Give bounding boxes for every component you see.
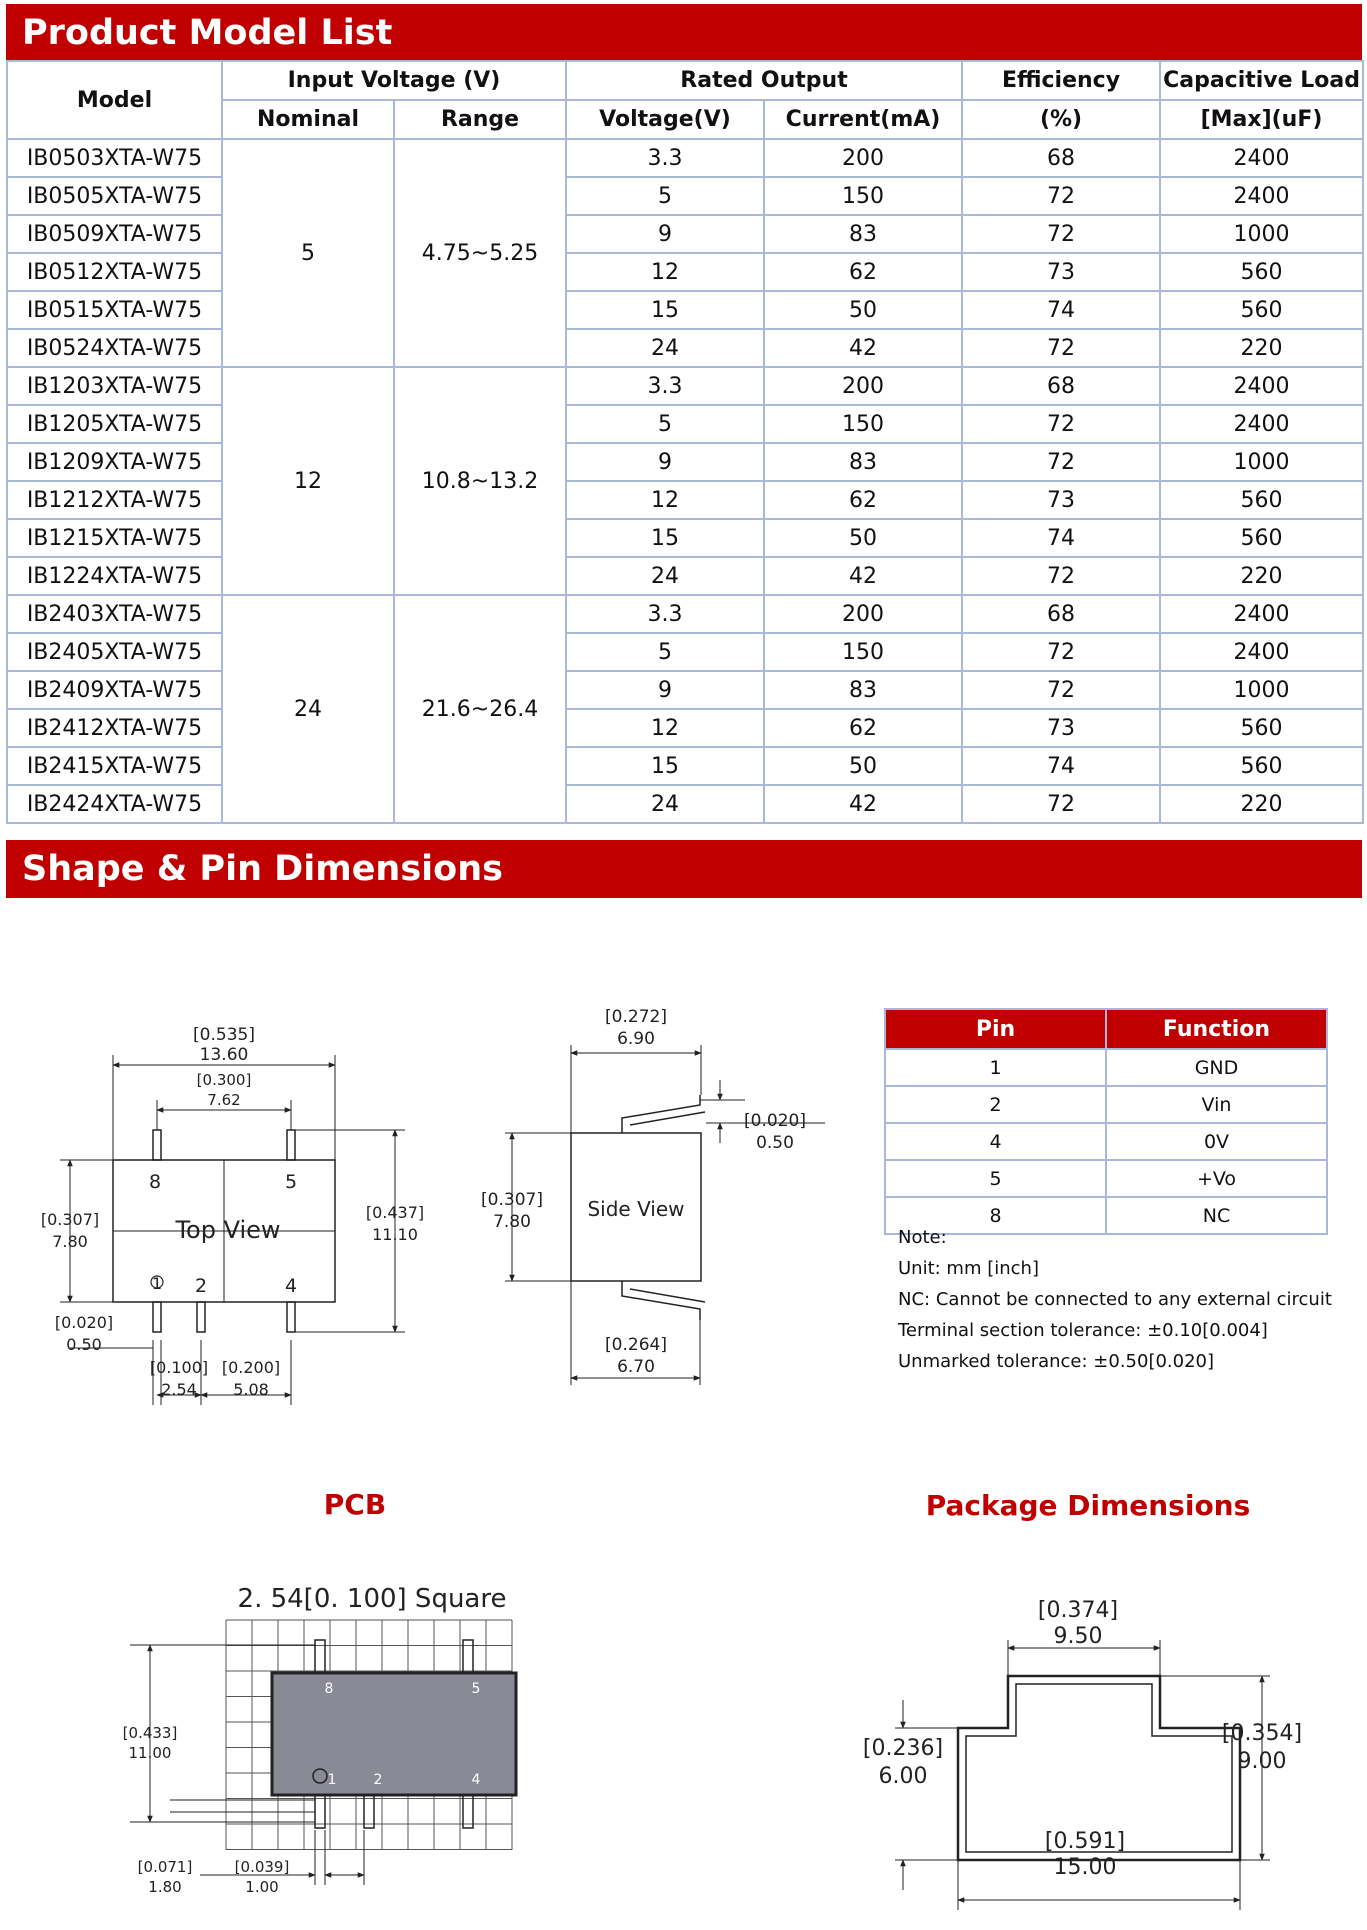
note-line: Note: xyxy=(898,1227,947,1248)
output-current-cell: 150 xyxy=(764,633,962,671)
capacitive-load-cell: 2400 xyxy=(1160,405,1363,443)
package-top-mm: 9.50 xyxy=(1053,1624,1103,1649)
output-voltage-cell: 15 xyxy=(566,291,764,329)
top-pin-1 xyxy=(153,1302,161,1332)
output-voltage-cell: 15 xyxy=(566,747,764,785)
pcb-drawing xyxy=(130,1620,516,1885)
pin-table-body xyxy=(885,1049,1327,1234)
efficiency-cell: 68 xyxy=(962,595,1160,633)
model-cell: IB2412XTA-W75 xyxy=(7,709,222,747)
model-cell: IB0509XTA-W75 xyxy=(7,215,222,253)
top-width-inch: [0.535] xyxy=(193,1025,255,1045)
output-current-cell: 62 xyxy=(764,709,962,747)
output-voltage-cell: 5 xyxy=(566,633,764,671)
header-rated-output: Rated Output xyxy=(566,61,962,100)
side-height-inch: [0.307] xyxy=(481,1190,543,1210)
top-pitch-mm: 7.62 xyxy=(207,1091,241,1109)
note-line: NC: Cannot be connected to any external circuit xyxy=(898,1289,1332,1310)
top-view-label: Top View xyxy=(175,1216,281,1244)
model-cell: IB0515XTA-W75 xyxy=(7,291,222,329)
output-current-cell: 200 xyxy=(764,139,962,177)
output-current-cell: 42 xyxy=(764,785,962,823)
pin-row xyxy=(885,1123,1327,1160)
nominal-voltage-cell: 24 xyxy=(222,595,394,823)
pin-function-table xyxy=(884,1008,1328,1235)
pcb-pin-label-4: 4 xyxy=(471,1772,481,1788)
header-capacitive-load: Capacitive Load xyxy=(1160,61,1363,100)
output-voltage-cell: 15 xyxy=(566,519,764,557)
pcb-pin-label-2: 2 xyxy=(373,1772,383,1788)
pcb-pad-4 xyxy=(463,1795,473,1828)
output-current-cell: 42 xyxy=(764,557,962,595)
top-pin-label-1: 1 xyxy=(151,1274,163,1293)
top-p1-mm: 2.54 xyxy=(161,1380,197,1399)
output-current-cell: 50 xyxy=(764,519,962,557)
efficiency-cell: 72 xyxy=(962,329,1160,367)
header-nominal: Nominal xyxy=(222,100,394,139)
capacitive-load-cell: 2400 xyxy=(1160,633,1363,671)
pcb-a-inch: [0.071] xyxy=(137,1858,193,1876)
capacitive-load-cell: 2400 xyxy=(1160,595,1363,633)
output-voltage-cell: 24 xyxy=(566,329,764,367)
output-voltage-cell: 9 xyxy=(566,215,764,253)
output-current-cell: 200 xyxy=(764,595,962,633)
side-bottom-inch: [0.264] xyxy=(605,1335,667,1355)
pcb-pad-1 xyxy=(315,1795,325,1828)
model-cell: IB1224XTA-W75 xyxy=(7,557,222,595)
output-voltage-cell: 9 xyxy=(566,443,764,481)
output-voltage-cell: 3.3 xyxy=(566,595,764,633)
package-left-mm: 6.00 xyxy=(878,1764,928,1789)
pcb-height-inch: [0.433] xyxy=(122,1724,178,1742)
voltage-range-cell: 21.6~26.4 xyxy=(394,595,566,823)
function-header: Function xyxy=(1106,1009,1327,1049)
pcb-pad-2 xyxy=(364,1795,374,1828)
efficiency-cell: 72 xyxy=(962,557,1160,595)
efficiency-cell: 72 xyxy=(962,443,1160,481)
efficiency-cell: 68 xyxy=(962,367,1160,405)
capacitive-load-cell: 560 xyxy=(1160,747,1363,785)
section-title-shape-pin-dimensions: Shape & Pin Dimensions xyxy=(6,840,1362,898)
top-height-inch: [0.437] xyxy=(365,1203,425,1222)
capacitive-load-cell: 560 xyxy=(1160,519,1363,557)
top-pin-mm: 0.50 xyxy=(66,1335,102,1354)
top-p2-mm: 5.08 xyxy=(233,1380,269,1399)
side-lead-mm: 0.50 xyxy=(756,1133,794,1153)
top-height-mm: 11.10 xyxy=(372,1225,418,1244)
model-cell: IB1205XTA-W75 xyxy=(7,405,222,443)
efficiency-cell: 72 xyxy=(962,633,1160,671)
top-pin-2 xyxy=(197,1302,205,1332)
output-voltage-cell: 12 xyxy=(566,709,764,747)
header-efficiency: Efficiency xyxy=(962,61,1160,100)
capacitive-load-cell: 2400 xyxy=(1160,139,1363,177)
capacitive-load-cell: 220 xyxy=(1160,557,1363,595)
efficiency-cell: 72 xyxy=(962,671,1160,709)
pcb-pad-8 xyxy=(315,1640,325,1673)
efficiency-cell: 72 xyxy=(962,177,1160,215)
efficiency-cell: 73 xyxy=(962,709,1160,747)
model-cell: IB2424XTA-W75 xyxy=(7,785,222,823)
output-voltage-cell: 9 xyxy=(566,671,764,709)
top-pin-4 xyxy=(287,1302,295,1332)
pin-function-cell: Vin xyxy=(1106,1086,1327,1123)
package-title: Package Dimensions xyxy=(925,1489,1251,1522)
pin-number-cell: 8 xyxy=(885,1197,1106,1234)
capacitive-load-cell: 560 xyxy=(1160,291,1363,329)
capacitive-load-cell: 560 xyxy=(1160,253,1363,291)
header-current: Current(mA) xyxy=(764,100,962,139)
efficiency-cell: 73 xyxy=(962,253,1160,291)
side-lead-inch: [0.020] xyxy=(744,1111,806,1131)
output-current-cell: 150 xyxy=(764,405,962,443)
model-cell: IB0503XTA-W75 xyxy=(7,139,222,177)
section-title-product-model-list: Product Model List xyxy=(6,4,1362,62)
output-current-cell: 42 xyxy=(764,329,962,367)
pcb-a-mm: 1.80 xyxy=(148,1878,182,1896)
voltage-range-cell: 4.75~5.25 xyxy=(394,139,566,367)
efficiency-cell: 72 xyxy=(962,785,1160,823)
header-input-voltage: Input Voltage (V) xyxy=(222,61,566,100)
package-left-inch: [0.236] xyxy=(862,1736,944,1761)
nominal-voltage-cell: 5 xyxy=(222,139,394,367)
header-efficiency-unit: (%) xyxy=(962,100,1160,139)
pin-number-cell: 5 xyxy=(885,1160,1106,1197)
pin-row xyxy=(885,1086,1327,1123)
efficiency-cell: 68 xyxy=(962,139,1160,177)
package-right-mm: 9.00 xyxy=(1237,1749,1287,1774)
side-top-inch: [0.272] xyxy=(605,1007,667,1027)
pcb-pin-label-1: 1 xyxy=(327,1772,337,1788)
capacitive-load-cell: 1000 xyxy=(1160,443,1363,481)
pcb-title: PCB xyxy=(323,1488,387,1521)
output-current-cell: 83 xyxy=(764,671,962,709)
model-cell: IB2403XTA-W75 xyxy=(7,595,222,633)
output-voltage-cell: 5 xyxy=(566,177,764,215)
pcb-height-mm: 11.00 xyxy=(128,1744,172,1762)
pcb-pad-5 xyxy=(463,1640,473,1673)
top-body-inch: [0.307] xyxy=(40,1210,100,1229)
model-cell: IB2409XTA-W75 xyxy=(7,671,222,709)
efficiency-cell: 74 xyxy=(962,291,1160,329)
top-pitch-inch: [0.300] xyxy=(196,1071,252,1089)
pcb-b-mm: 1.00 xyxy=(245,1878,279,1896)
capacitive-load-cell: 1000 xyxy=(1160,215,1363,253)
notes-block xyxy=(898,1222,1332,1377)
header-model: Model xyxy=(7,61,222,139)
note-line: Unit: mm [inch] xyxy=(898,1258,1039,1279)
nominal-voltage-cell: 12 xyxy=(222,367,394,595)
model-cell: IB0524XTA-W75 xyxy=(7,329,222,367)
pcb-pin-label-8: 8 xyxy=(324,1681,334,1697)
efficiency-cell: 72 xyxy=(962,405,1160,443)
top-pin-inch: [0.020] xyxy=(54,1313,114,1332)
package-bottom-mm: 15.00 xyxy=(1053,1855,1117,1880)
efficiency-cell: 74 xyxy=(962,747,1160,785)
top-pin-label-8: 8 xyxy=(148,1171,162,1193)
pin-function-cell: GND xyxy=(1106,1049,1327,1086)
top-p1-inch: [0.100] xyxy=(149,1358,209,1377)
capacitive-load-cell: 1000 xyxy=(1160,671,1363,709)
efficiency-cell: 72 xyxy=(962,215,1160,253)
efficiency-cell: 74 xyxy=(962,519,1160,557)
pin-function-cell: +Vo xyxy=(1106,1160,1327,1197)
model-cell: IB1203XTA-W75 xyxy=(7,367,222,405)
output-voltage-cell: 24 xyxy=(566,557,764,595)
capacitive-load-cell: 220 xyxy=(1160,329,1363,367)
model-cell: IB2415XTA-W75 xyxy=(7,747,222,785)
header-voltage: Voltage(V) xyxy=(566,100,764,139)
pin-function-cell: NC xyxy=(1106,1197,1327,1234)
output-current-cell: 150 xyxy=(764,177,962,215)
pcb-grid-label: 2. 54[0. 100] Square xyxy=(237,1584,507,1614)
pin-row xyxy=(885,1160,1327,1197)
output-voltage-cell: 3.3 xyxy=(566,139,764,177)
voltage-range-cell: 10.8~13.2 xyxy=(394,367,566,595)
capacitive-load-cell: 560 xyxy=(1160,709,1363,747)
top-pin-5 xyxy=(287,1130,295,1160)
capacitive-load-cell: 2400 xyxy=(1160,177,1363,215)
pin-number-cell: 2 xyxy=(885,1086,1106,1123)
top-pin-8 xyxy=(153,1130,161,1160)
top-width-mm: 13.60 xyxy=(199,1045,249,1065)
side-top-mm: 6.90 xyxy=(617,1029,655,1049)
model-cell: IB2405XTA-W75 xyxy=(7,633,222,671)
top-pin-label-4: 4 xyxy=(284,1275,298,1297)
capacitive-load-cell: 220 xyxy=(1160,785,1363,823)
note-line: Unmarked tolerance: ±0.50[0.020] xyxy=(898,1351,1215,1372)
side-height-mm: 7.80 xyxy=(493,1212,531,1232)
package-top-inch: [0.374] xyxy=(1037,1598,1119,1623)
output-current-cell: 200 xyxy=(764,367,962,405)
header-capacitive-load-unit: [Max](uF) xyxy=(1160,100,1363,139)
top-pin-label-2: 2 xyxy=(194,1275,208,1297)
output-current-cell: 62 xyxy=(764,481,962,519)
top-body-mm: 7.80 xyxy=(52,1232,88,1251)
side-view-label: Side View xyxy=(587,1197,685,1221)
model-cell: IB0512XTA-W75 xyxy=(7,253,222,291)
package-right-inch: [0.354] xyxy=(1221,1721,1303,1746)
output-current-cell: 83 xyxy=(764,215,962,253)
pcb-b-inch: [0.039] xyxy=(234,1858,290,1876)
output-voltage-cell: 3.3 xyxy=(566,367,764,405)
output-current-cell: 83 xyxy=(764,443,962,481)
pin-number-cell: 4 xyxy=(885,1123,1106,1160)
model-cell: IB1212XTA-W75 xyxy=(7,481,222,519)
output-current-cell: 50 xyxy=(764,291,962,329)
output-voltage-cell: 24 xyxy=(566,785,764,823)
capacitive-load-cell: 2400 xyxy=(1160,367,1363,405)
top-p2-inch: [0.200] xyxy=(221,1358,281,1377)
header-range: Range xyxy=(394,100,566,139)
pin-row xyxy=(885,1049,1327,1086)
top-pin-label-5: 5 xyxy=(284,1171,298,1193)
model-cell: IB1209XTA-W75 xyxy=(7,443,222,481)
package-bottom-inch: [0.591] xyxy=(1044,1829,1126,1854)
model-cell: IB0505XTA-W75 xyxy=(7,177,222,215)
pin-number-cell: 1 xyxy=(885,1049,1106,1086)
output-current-cell: 50 xyxy=(764,747,962,785)
note-line: Terminal section tolerance: ±0.10[0.004] xyxy=(898,1320,1268,1341)
output-current-cell: 62 xyxy=(764,253,962,291)
pin-function-cell: 0V xyxy=(1106,1123,1327,1160)
side-bottom-mm: 6.70 xyxy=(617,1357,655,1377)
efficiency-cell: 73 xyxy=(962,481,1160,519)
pcb-pin-label-5: 5 xyxy=(471,1681,481,1697)
capacitive-load-cell: 560 xyxy=(1160,481,1363,519)
package-outline-inner xyxy=(966,1684,1232,1852)
output-voltage-cell: 12 xyxy=(566,481,764,519)
output-voltage-cell: 5 xyxy=(566,405,764,443)
output-voltage-cell: 12 xyxy=(566,253,764,291)
model-cell: IB1215XTA-W75 xyxy=(7,519,222,557)
pin-header: Pin xyxy=(885,1009,1106,1049)
